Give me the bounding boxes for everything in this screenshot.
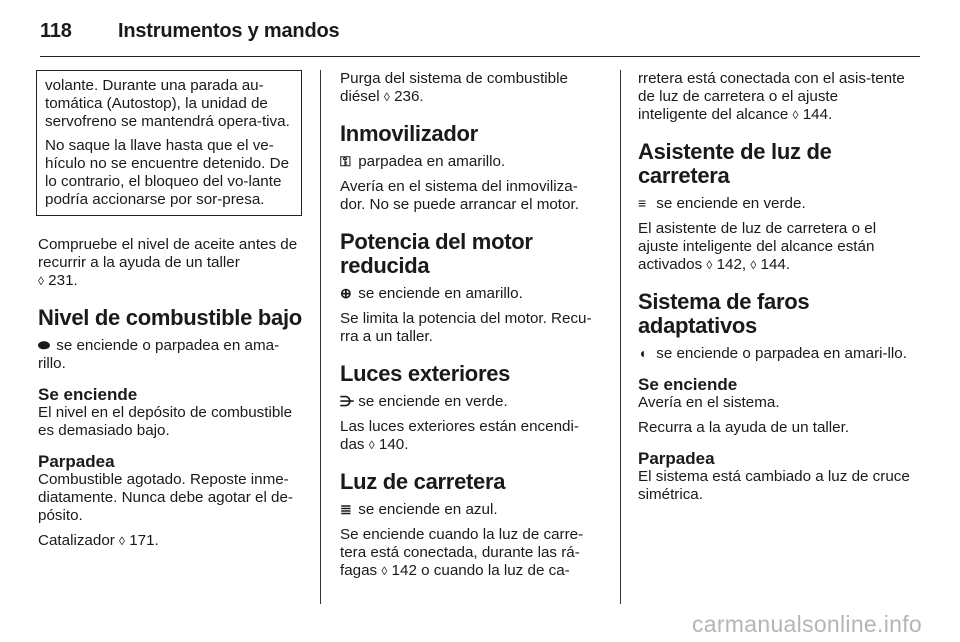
- warning-paragraph: volante. Durante una parada au-tomática (Autostop), la unidad de servofreno se mantendrá opera-tiva.: [45, 77, 290, 130]
- paragraph: Avería en el sistema.: [638, 394, 780, 411]
- paragraph: Las luces exteriores están encendi-das ◊ 140.: [340, 418, 579, 453]
- column-3: [638, 70, 910, 511]
- paragraph: ⚿ parpadea en amarillo.: [340, 153, 506, 170]
- paragraph: Compruebe el nivel de aceite antes de recurrir a la ayuda de un taller ◊ 231.: [38, 236, 298, 289]
- page-ref-icon: ◊: [383, 90, 390, 104]
- paragraph: El nivel en el depósito de combustible es demasiado bajo.: [38, 404, 293, 439]
- paragraph: ≡ se enciende en verde.: [638, 195, 806, 212]
- subheading: Parpadea: [38, 452, 115, 471]
- section-heading: Luz de carretera: [340, 469, 506, 494]
- warning-box: [36, 70, 302, 216]
- column-2: [340, 70, 602, 587]
- page-header: [40, 18, 920, 57]
- section-heading: Potencia del motor reducida: [340, 229, 533, 278]
- subheading: Se enciende: [638, 375, 738, 394]
- page-ref-icon: ◊: [706, 258, 713, 272]
- subheading: Se enciende: [38, 385, 138, 404]
- watermark: carmanualsonline.info: [691, 611, 922, 637]
- page-ref-icon: ◊: [750, 258, 757, 272]
- paragraph: Combustible agotado. Reposte inme-diatamente. Nunca debe agotar el de-pósito.: [38, 471, 293, 524]
- section-heading: Luces exteriores: [340, 361, 511, 386]
- page-title: Instrumentos y mandos: [118, 20, 340, 42]
- engine-power-icon: ⊕: [340, 285, 352, 301]
- paragraph: ≣ se enciende en azul.: [340, 501, 498, 518]
- section-heading: Asistente de luz de carretera: [638, 139, 832, 188]
- fuel-drop-icon: ⬬: [38, 337, 50, 353]
- immobilizer-icon: ⚿: [340, 153, 351, 169]
- subheading: Parpadea: [638, 449, 715, 468]
- column-divider: [620, 70, 621, 604]
- paragraph: ⊕ se enciende en amarillo.: [340, 285, 523, 302]
- paragraph: Se limita la potencia del motor. Recu-rra a un taller.: [340, 310, 592, 345]
- paragraph: ◖ se enciende o parpadea en amari-llo.: [638, 345, 907, 362]
- exterior-lights-icon: ⋺: [340, 393, 354, 409]
- high-beam-assist-icon: ≡: [638, 195, 647, 211]
- paragraph: ⬬ se enciende o parpadea en ama-rillo.: [38, 337, 280, 372]
- paragraph: Avería en el sistema del inmoviliza-dor. No se puede arrancar el motor.: [340, 178, 579, 213]
- paragraph: Recurra a la ayuda de un taller.: [638, 419, 850, 436]
- page-number: 118: [40, 20, 72, 42]
- paragraph: Purga del sistema de combustible diésel ◊ 236.: [340, 70, 568, 105]
- section-heading: Inmovilizador: [340, 121, 478, 146]
- section-heading: Nivel de combustible bajo: [38, 305, 302, 330]
- paragraph: El asistente de luz de carretera o el ajuste inteligente del alcance están activados ◊ 142, ◊ 144.: [638, 220, 877, 273]
- warning-paragraph: No saque la llave hasta que el ve-hículo no se encuentre detenido. De lo contrario, el bloqueo del vo-lante podría accionarse por sor-presa.: [45, 137, 290, 208]
- column-1: [38, 70, 302, 557]
- section-heading: Sistema de faros adaptativos: [638, 289, 810, 338]
- page-ref-icon: ◊: [792, 108, 799, 122]
- page-ref-icon: ◊: [119, 534, 125, 548]
- paragraph: Catalizador ◊ 171.: [38, 532, 159, 549]
- high-beam-icon: ≣: [340, 501, 352, 517]
- page-ref-icon: ◊: [38, 274, 44, 288]
- paragraph: El sistema está cambiado a luz de cruce simétrica.: [638, 468, 910, 503]
- page-ref-icon: ◊: [368, 438, 375, 452]
- page-ref-icon: ◊: [381, 564, 388, 578]
- paragraph: Se enciende cuando la luz de carre-tera está conectada, durante las rá-fagas ◊ 142 o cuando la luz de ca-: [340, 526, 584, 579]
- paragraph: ⋺ se enciende en verde.: [340, 393, 508, 410]
- column-divider: [320, 70, 321, 604]
- adaptive-headlight-icon: ◖: [638, 345, 647, 361]
- paragraph: rretera está conectada con el asis-tente de luz de carretera o el ajuste inteligente del alcance ◊ 144.: [638, 70, 905, 123]
